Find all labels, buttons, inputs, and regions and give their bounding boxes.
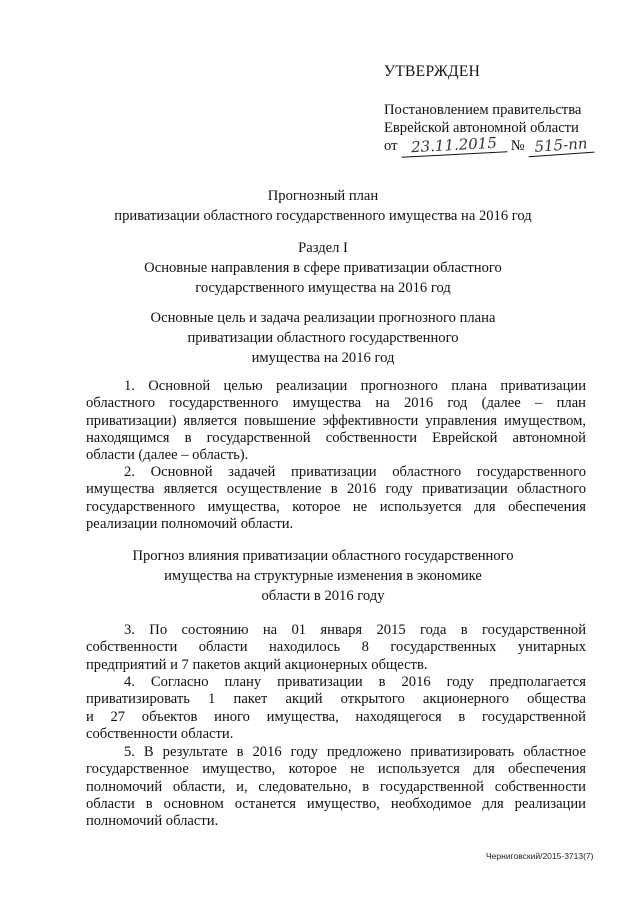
text-line: областного государственного имущества на 2016 год (далее – план (86, 395, 586, 412)
text-line: приватизировать 1 пакет акций открытого акционерного общества (86, 691, 586, 708)
section-subheading-1: Основные направления в сфере приватизации областного (144, 260, 502, 276)
text-line: собственности области находилось 8 государственных унитарных (86, 639, 586, 656)
goals-heading-line-2: приватизации областного государственного (187, 330, 459, 346)
goals-heading-line-3: имущества на 2016 год (251, 350, 395, 366)
handwritten-number: 515-пп (528, 134, 595, 158)
text-line: и 27 объектов иного имущества, находящегося в государственной (86, 708, 586, 725)
text-line: государственного имущества, которое не используется для обеспечения (86, 498, 586, 515)
section-number: Раздел I (298, 240, 348, 256)
title-line-1: Прогнозный план (267, 188, 379, 204)
paragraph-1 (86, 378, 586, 464)
goals-heading (60, 308, 586, 368)
text-line: собственности области. (86, 725, 234, 742)
forecast-heading-line-2: имущества на структурные изменения в экономике (164, 568, 482, 584)
text-line: реализации полномочий области. (86, 515, 294, 532)
paragraph-3 (86, 622, 586, 674)
text-line: 3. По состоянию на 01 января 2015 года в государственной (124, 622, 586, 638)
text-line: полномочий области. (86, 813, 219, 830)
forecast-heading-line-3: области в 2016 году (261, 588, 385, 604)
handwritten-date: 23.11.2015 (401, 133, 508, 158)
title-line-2: приватизации областного государственного имущества на 2016 год (114, 208, 532, 224)
approval-label: УТВЕРЖДЕН (384, 63, 481, 80)
section-subheading-2: государственного имущества на 2016 год (195, 280, 451, 296)
decree-line-2: Еврейской автономной области (384, 120, 579, 136)
number-prefix: № (510, 138, 525, 154)
paragraph-5 (86, 744, 586, 830)
decree-date-row (384, 133, 594, 157)
document-title (60, 186, 586, 226)
text-line: 5. В результате в 2016 году предложено приватизировать областное (124, 744, 586, 760)
text-line: предприятий и 7 пакетов акций акционерных обществ. (86, 656, 428, 673)
section-heading (60, 238, 586, 298)
text-line: 2. Основной задачей приватизации областного государственного (124, 464, 586, 480)
text-line: имущества является осуществление в 2016 году приватизации областного (86, 481, 586, 498)
paragraph-2 (86, 464, 586, 533)
footer-code: Черниговский/2015-3713(7) (486, 851, 594, 861)
decree-line-1: Постановлением правительства (384, 102, 582, 118)
date-prefix: от (384, 138, 398, 154)
goals-heading-line-1: Основные цель и задача реализации прогнозного плана (150, 310, 496, 326)
text-line: находящимся в государственной собственности Еврейской автономной (86, 429, 586, 446)
text-line: 4. Согласно плану приватизации в 2016 году предполагается (124, 674, 586, 690)
forecast-heading-line-1: Прогноз влияния приватизации областного государственного (132, 548, 514, 564)
paragraph-4 (86, 674, 586, 743)
text-line: приватизации) является повышение эффективности управления имуществом, (86, 412, 586, 429)
forecast-heading (60, 546, 586, 606)
text-line: полномочий области, и, следовательно, в государственной собственности (86, 778, 586, 795)
text-line: государственное имущество, которое не используется для обеспечения (86, 761, 586, 778)
text-line: области (далее – область). (86, 447, 249, 464)
text-line: области в основном останется имущество, необходимое для реализации (86, 795, 586, 812)
text-line: 1. Основной целью реализации прогнозного плана приватизации (124, 378, 586, 394)
